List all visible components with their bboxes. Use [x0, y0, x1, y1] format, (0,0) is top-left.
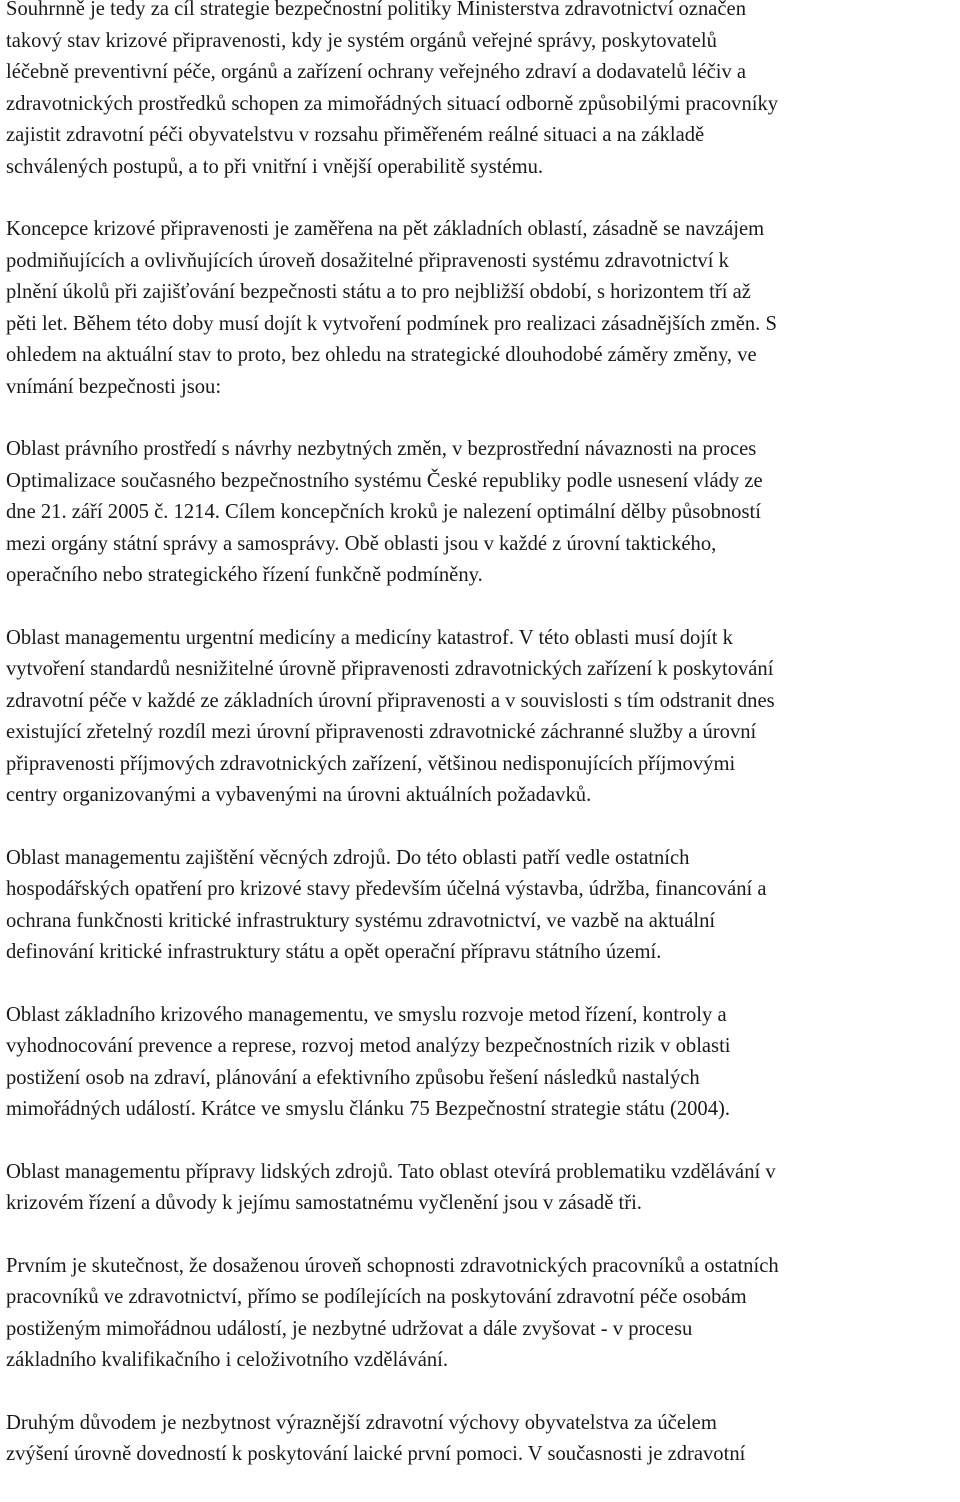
- paragraph-first-reason: [6, 1251, 958, 1377]
- text-line: vnímání bezpečnosti jsou:: [6, 375, 222, 398]
- text-line: vyhodnocování prevence a represe, rozvoj metod analýzy bezpečnostních rizik v oblasti: [6, 1035, 731, 1057]
- text-line: Prvním je skutečnost, že dosaženou úroveň schopnosti zdravotnických pracovníků a ostatních: [6, 1254, 779, 1277]
- text-line: takový stav krizové připravenosti, kdy je systém orgánů veřejné správy, poskytovatelů: [6, 29, 717, 52]
- text-line: zdravotní péče v každé ze základních úrovní připravenosti a v souvislosti s tím odstranit dnes: [6, 689, 775, 712]
- document-page: [6, 0, 958, 1502]
- text-line: Oblast managementu přípravy lidských zdrojů. Tato oblast otevírá problematiku vzdělávání v: [6, 1160, 776, 1183]
- text-line: operačního nebo strategického řízení funkčně podmíněny.: [6, 564, 483, 586]
- paragraph-material-resources: [6, 843, 958, 969]
- text-line: Optimalizace současného bezpečnostního systému České republiky podle usnesení vlády ze: [6, 469, 763, 492]
- text-line: Oblast managementu zajištění věcných zdrojů. Do této oblasti patří vedle ostatních: [6, 846, 690, 869]
- text-line: zajistit zdravotní péči obyvatelstvu v rozsahu přiměřeném reálné situaci a na základě: [6, 124, 705, 146]
- text-line: vytvoření standardů nesnižitelné úrovně připravenosti zdravotnických zařízení k poskytování: [6, 658, 774, 680]
- text-line: léčebně preventivní péče, orgánů a zařízení ochrany veřejného zdraví a dodavatelů léčiv a: [6, 61, 747, 83]
- text-line: krizovém řízení a důvody k jejímu samostatnému vyčlenění jsou v zásadě tři.: [6, 1192, 642, 1214]
- text-line: plnění úkolů při zajišťování bezpečnosti státu a to pro nejbližší období, s horizontem tří až: [6, 281, 751, 303]
- text-line: připravenosti příjmových zdravotnických zařízení, většinou nedisponujících příjmovými: [6, 752, 736, 775]
- text-line: mezi orgány státní správy a samosprávy. Obě oblasti jsou v každé z úrovní taktického,: [6, 532, 717, 555]
- text-line: Druhým důvodem je nezbytnost výraznější zdravotní výchovy obyvatelstva za účelem: [6, 1411, 717, 1434]
- text-line: existující zřetelný rozdíl mezi úrovní připravenosti zdravotnické záchranné služby a úrovní: [6, 721, 757, 743]
- text-line: zvýšení úrovně dovedností k poskytování laické první pomoci. V současnosti je zdravotní: [6, 1443, 746, 1465]
- text-line: Oblast základního krizového managementu, ve smyslu rozvoje metod řízení, kontroly a: [6, 1003, 727, 1026]
- paragraph-legal-area: [6, 434, 958, 592]
- text-line: ochrana funkčnosti kritické infrastruktury systému zdravotnictví, ve vazbě na aktuální: [6, 909, 716, 932]
- text-line: pěti let. Během této doby musí dojít k vytvoření podmínek pro realizaci zásadnějších změn. S: [6, 312, 777, 335]
- text-line: Souhrnně je tedy za cíl strategie bezpečnostní politiky Ministerstva zdravotnictví označen: [6, 0, 746, 20]
- text-line: zdravotnických prostředků schopen za mimořádných situací odborně způsobilými pracovníky: [6, 92, 779, 115]
- text-line: centry organizovanými a vybavenými na úrovni aktuálních požadavků.: [6, 784, 592, 806]
- text-line: Oblast právního prostředí s návrhy nezbytných změn, v bezprostřední návaznosti na proces: [6, 438, 757, 460]
- paragraph-crisis-management: [6, 1000, 958, 1126]
- text-line: postižení osob na zdraví, plánování a efektivního způsobu řešení následků nastalých: [6, 1066, 700, 1089]
- text-line: postiženým mimořádnou událostí, je nezbytné udržovat a dále zvyšovat - v procesu: [6, 1317, 693, 1340]
- text-line: dne 21. září 2005 č. 1214. Cílem koncepčních kroků je nalezení optimální dělby působností: [6, 501, 761, 523]
- text-line: pracovníků ve zdravotnictví, přímo se podílejících na poskytování zdravotní péče osobám: [6, 1286, 747, 1308]
- text-line: podmiňujících a ovlivňujících úroveň dosažitelné připravenosti systému zdravotnictví k: [6, 249, 729, 272]
- text-line: definování kritické infrastruktury státu a opět operační přípravu státního území.: [6, 941, 662, 963]
- text-line: schválených postupů, a to při vnitřní i vnější operabilitě systému.: [6, 155, 544, 178]
- paragraph-concept: [6, 214, 958, 403]
- paragraph-human-resources: [6, 1157, 958, 1220]
- text-line: mimořádných událostí. Krátce ve smyslu článku 75 Bezpečnostní strategie státu (2004).: [6, 1098, 731, 1120]
- text-line: základního kvalifikačního i celoživotního vzdělávání.: [6, 1349, 449, 1371]
- text-line: ohledem na aktuální stav to proto, bez ohledu na strategické dlouhodobé záměry změny, ve: [6, 344, 757, 366]
- paragraph-summary: [6, 0, 958, 183]
- paragraph-second-reason: [6, 1408, 958, 1471]
- text-line: Koncepce krizové připravenosti je zaměřena na pět základních oblastí, zásadně se navzájem: [6, 218, 765, 240]
- paragraph-urgent-medicine: [6, 623, 958, 812]
- text-line: hospodářských opatření pro krizové stavy především účelná výstavba, údržba, financování a: [6, 878, 767, 900]
- text-line: Oblast managementu urgentní medicíny a medicíny katastrof. V této oblasti musí dojít k: [6, 626, 733, 649]
